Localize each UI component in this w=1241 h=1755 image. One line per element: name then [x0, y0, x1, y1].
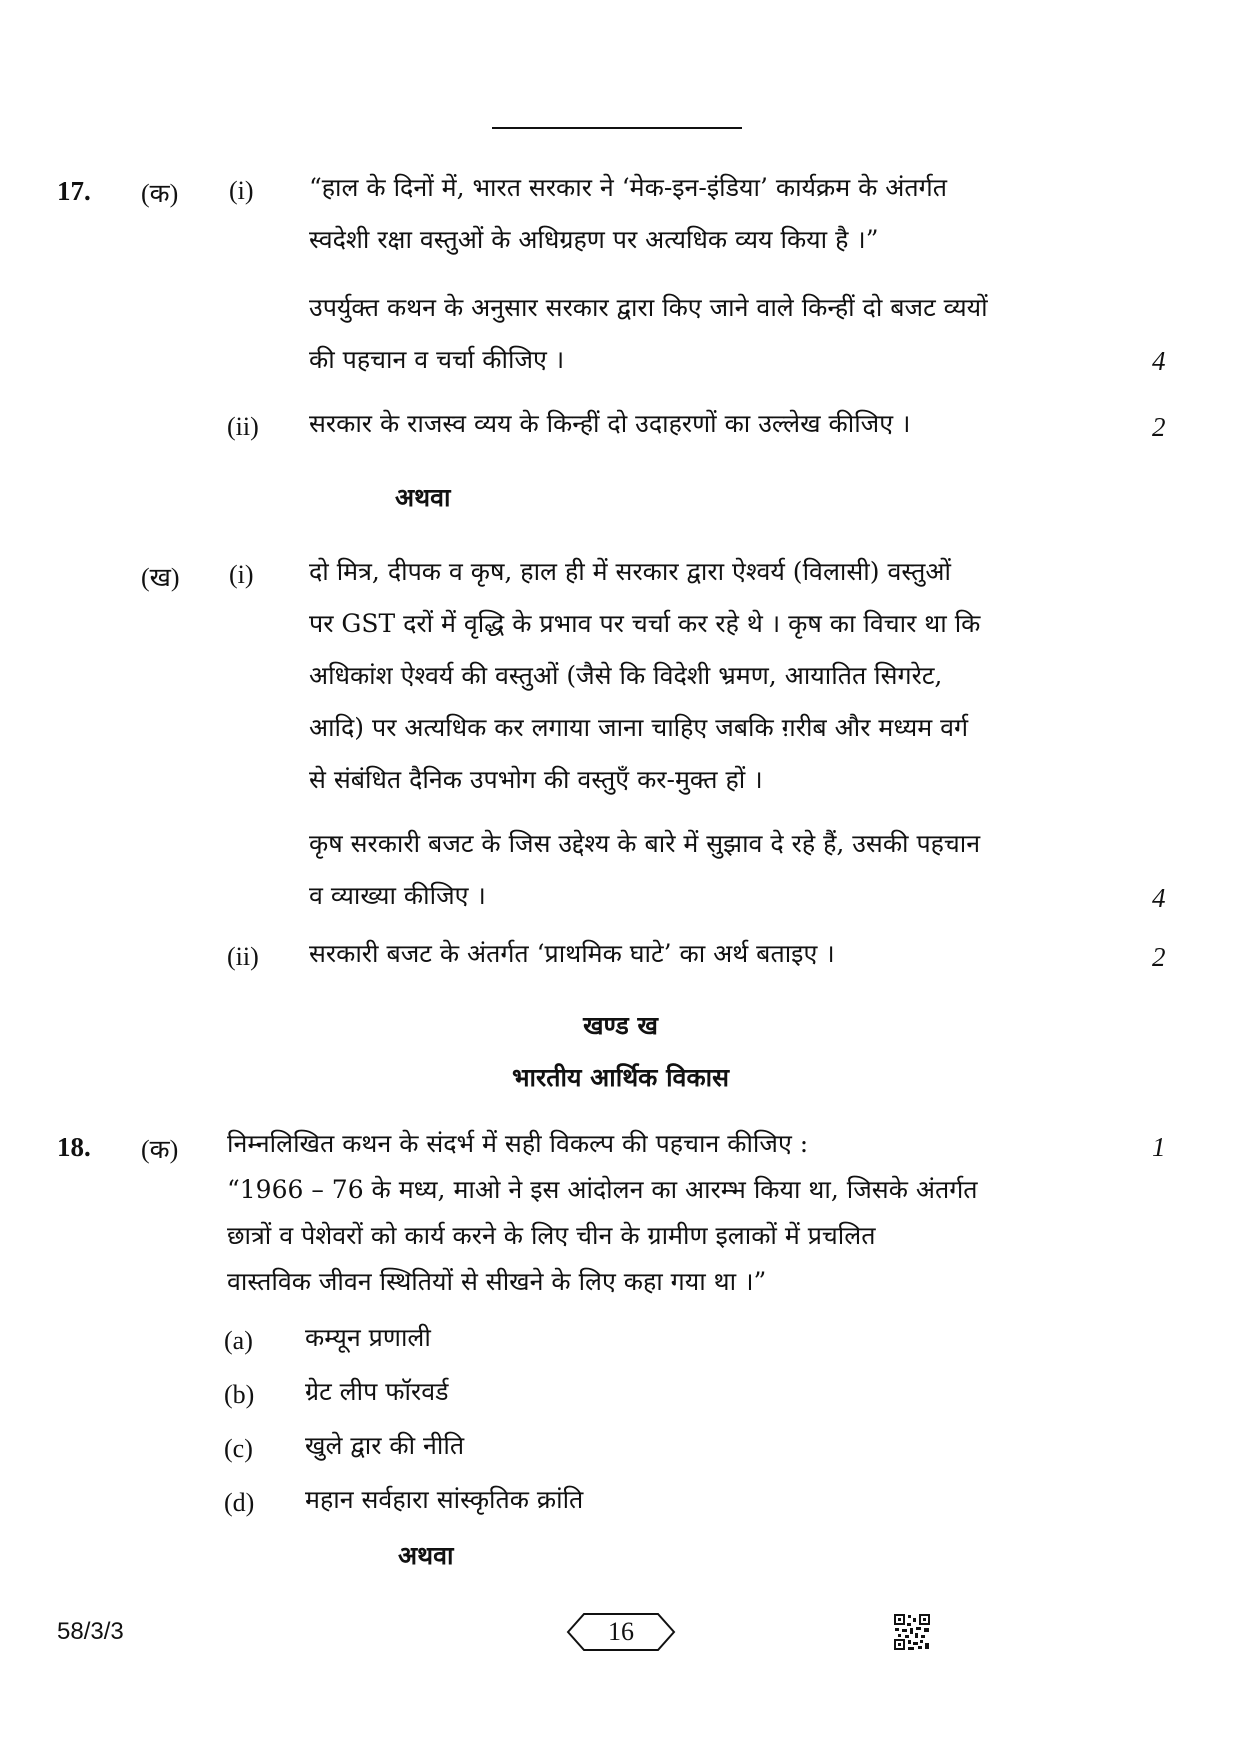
- q18-line1: निम्नलिखित कथन के संदर्भ में सही विकल्प की पहचान कीजिए :: [227, 1129, 809, 1158]
- section-title: खण्ड ख: [583, 1011, 658, 1040]
- q17-b-i-line3: अधिकांश ऐश्वर्य की वस्तुओं (जैसे कि विदेशी भ्रमण, आयातित सिगरेट,: [309, 661, 943, 690]
- q18-option-b-text: ग्रेट लीप फॉरवर्ड: [305, 1377, 449, 1406]
- q17-b-ii-label: (ii): [227, 942, 259, 971]
- qr-code-icon: [894, 1614, 930, 1650]
- q17-b-label: (ख): [141, 563, 180, 592]
- q17-a-i-line3: उपर्युक्त कथन के अनुसार सरकार द्वारा किए जाने वाले किन्हीं दो बजट व्ययों: [309, 293, 988, 322]
- top-divider: [492, 127, 742, 129]
- q18-line2: “1966 – 76 के मध्य, माओ ने इस आंदोलन का आरम्भ किया था, जिसके अंतर्गत: [227, 1175, 978, 1204]
- q17-b-i-line5: से संबंधित दैनिक उपभोग की वस्तुएँ कर-मुक्त हों ।: [309, 765, 763, 794]
- q17-a-ii-label: (ii): [227, 412, 259, 441]
- q18-option-a-text: कम्यून प्रणाली: [305, 1323, 431, 1352]
- q17-a-i-label: (i): [229, 176, 254, 205]
- q18-number: 18.: [57, 1132, 91, 1162]
- q17-b-i-line6: कृष सरकारी बजट के जिस उद्देश्य के बारे में सुझाव दे रहे हैं, उसकी पहचान: [309, 829, 981, 858]
- q17-b-i-line2: पर GST दरों में वृद्धि के प्रभाव पर चर्चा कर रहे थे । कृष का विचार था कि: [309, 609, 981, 638]
- q18-or-heading: अथवा: [398, 1541, 454, 1570]
- q18-line4: वास्तविक जीवन स्थितियों से सीखने के लिए कहा गया था ।”: [227, 1267, 767, 1296]
- q17-a-label: (क): [141, 179, 179, 208]
- q18-option-c-text: खुले द्वार की नीति: [305, 1431, 465, 1460]
- q18-option-d-label: (d): [224, 1488, 255, 1517]
- q17-number: 17.: [57, 176, 91, 206]
- q17-or-heading: अथवा: [395, 483, 451, 512]
- q17-a-i-line1: “हाल के दिनों में, भारत सरकार ने ‘मेक-इन-इंडिया’ कार्यक्रम के अंतर्गत: [309, 173, 947, 202]
- q18-option-c-label: (c): [224, 1434, 253, 1463]
- q17-b-i-line4: आदि) पर अत्यधिक कर लगाया जाना चाहिए जबकि ग़रीब और मध्यम वर्ग: [309, 713, 969, 742]
- q17-a-i-line4: की पहचान व चर्चा कीजिए ।: [309, 345, 565, 374]
- page-number: 16: [608, 1617, 634, 1646]
- q18-option-b-label: (b): [224, 1380, 255, 1409]
- q18-option-d-text: महान सर्वहारा सांस्कृतिक क्रांति: [305, 1485, 584, 1514]
- page-number-badge: [566, 1612, 676, 1652]
- q18-option-a-label: (a): [224, 1326, 253, 1355]
- q18-marks: 1: [1152, 1132, 1166, 1162]
- q17-b-i-marks: 4: [1152, 883, 1166, 913]
- q17-a-i-marks: 4: [1152, 346, 1166, 376]
- q17-a-ii-text: सरकार के राजस्व व्यय के किन्हीं दो उदाहरणों का उल्लेख कीजिए ।: [309, 409, 911, 438]
- q17-a-ii-marks: 2: [1152, 412, 1166, 442]
- paper-code: 58/3/3: [57, 1618, 124, 1645]
- q17-b-ii-text: सरकारी बजट के अंतर्गत ‘प्राथमिक घाटे’ का अर्थ बताइए ।: [309, 939, 835, 968]
- q17-b-ii-marks: 2: [1152, 942, 1166, 972]
- q17-a-i-line2: स्वदेशी रक्षा वस्तुओं के अधिग्रहण पर अत्यधिक व्यय किया है ।”: [309, 225, 879, 254]
- q17-b-i-label: (i): [229, 560, 254, 589]
- section-subtitle: भारतीय आर्थिक विकास: [511, 1063, 730, 1092]
- q17-b-i-line7: व व्याख्या कीजिए ।: [309, 881, 486, 910]
- q18-line3: छात्रों व पेशेवरों को कार्य करने के लिए चीन के ग्रामीण इलाकों में प्रचलित: [227, 1221, 876, 1250]
- q17-b-i-line1: दो मित्र, दीपक व कृष, हाल ही में सरकार द्वारा ऐश्वर्य (विलासी) वस्तुओं: [309, 557, 951, 586]
- q18-a-label: (क): [141, 1135, 179, 1164]
